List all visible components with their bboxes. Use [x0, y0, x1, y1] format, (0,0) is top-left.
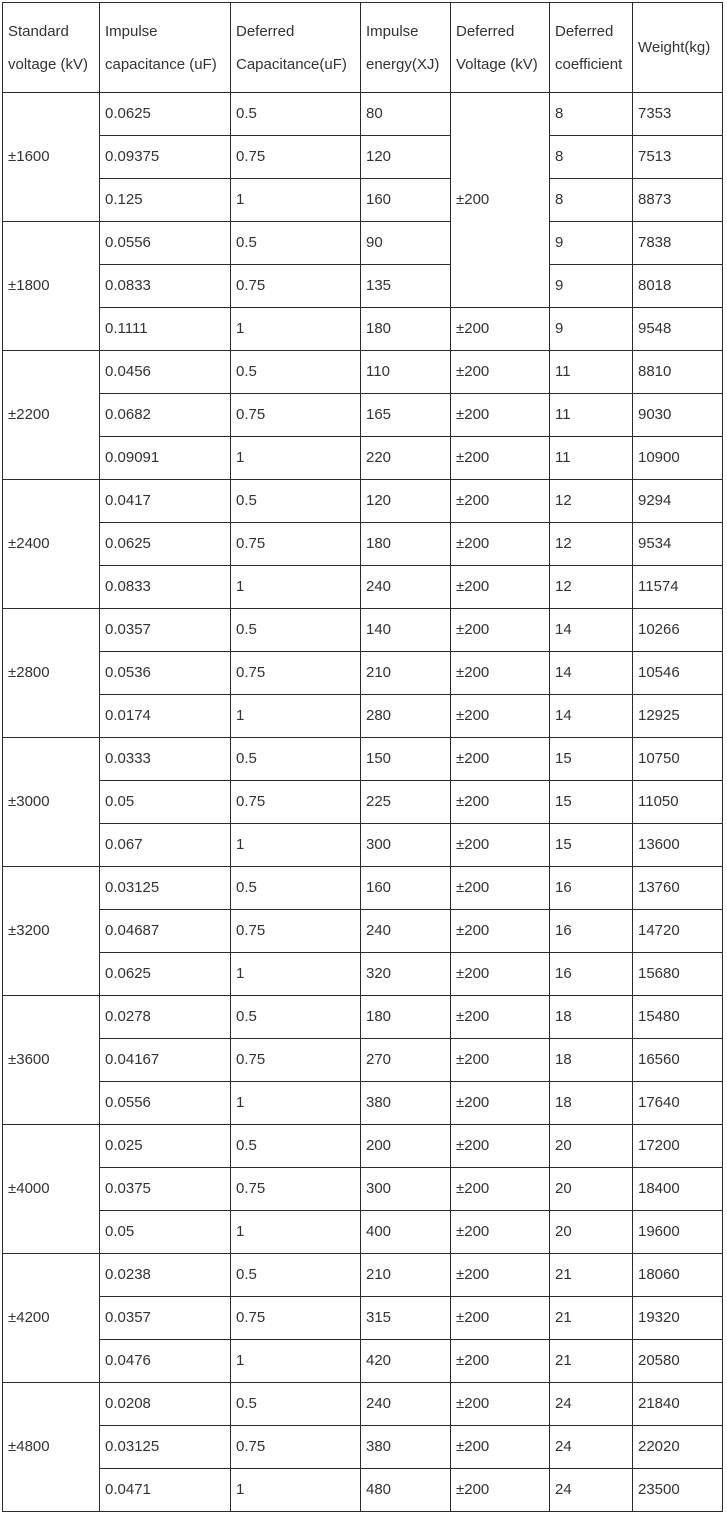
- deferred-capacitance-cell: 1: [231, 1469, 361, 1512]
- impulse-energy-cell: 150: [361, 738, 451, 781]
- deferred-voltage-cell: ±200: [451, 1082, 550, 1125]
- deferred-voltage-cell: ±200: [451, 1469, 550, 1512]
- impulse-capacitance-cell: 0.0476: [100, 1340, 231, 1383]
- table-row: [3, 1168, 723, 1211]
- deferred-capacitance-cell: 0.5: [231, 351, 361, 394]
- deferred-voltage-cell: ±200: [451, 394, 550, 437]
- weight-cell: 11574: [633, 566, 723, 609]
- deferred-coefficient-cell: 8: [550, 136, 633, 179]
- table-row: [3, 480, 723, 523]
- weight-cell: 7513: [633, 136, 723, 179]
- impulse-capacitance-cell: 0.0556: [100, 1082, 231, 1125]
- standard-voltage-cell: ±2400: [3, 480, 100, 609]
- impulse-energy-cell: 135: [361, 265, 451, 308]
- table-row: [3, 609, 723, 652]
- deferred-capacitance-cell: 0.75: [231, 652, 361, 695]
- deferred-coefficient-cell: 11: [550, 394, 633, 437]
- table-row: [3, 308, 723, 351]
- impulse-energy-cell: 300: [361, 1168, 451, 1211]
- weight-cell: 7838: [633, 222, 723, 265]
- deferred-capacitance-cell: 1: [231, 1082, 361, 1125]
- deferred-coefficient-cell: 16: [550, 867, 633, 910]
- deferred-voltage-cell: ±200: [451, 953, 550, 996]
- impulse-energy-cell: 400: [361, 1211, 451, 1254]
- impulse-energy-cell: 140: [361, 609, 451, 652]
- deferred-capacitance-cell: 0.75: [231, 394, 361, 437]
- deferred-voltage-cell: ±200: [451, 566, 550, 609]
- deferred-voltage-cell: ±200: [451, 1211, 550, 1254]
- deferred-coefficient-cell: 20: [550, 1211, 633, 1254]
- impulse-energy-cell: 110: [361, 351, 451, 394]
- weight-cell: 10900: [633, 437, 723, 480]
- deferred-coefficient-cell: 12: [550, 523, 633, 566]
- impulse-energy-cell: 480: [361, 1469, 451, 1512]
- deferred-coefficient-cell: 11: [550, 437, 633, 480]
- deferred-coefficient-cell: 8: [550, 179, 633, 222]
- weight-cell: 16560: [633, 1039, 723, 1082]
- deferred-voltage-cell: ±200: [451, 1426, 550, 1469]
- table-row: [3, 222, 723, 265]
- deferred-capacitance-cell: 0.5: [231, 480, 361, 523]
- deferred-capacitance-cell: 1: [231, 566, 361, 609]
- impulse-capacitance-cell: 0.0625: [100, 523, 231, 566]
- table-row: [3, 1340, 723, 1383]
- deferred-voltage-cell: ±200: [451, 1168, 550, 1211]
- weight-cell: 7353: [633, 93, 723, 136]
- deferred-voltage-cell: ±200: [451, 695, 550, 738]
- impulse-energy-cell: 300: [361, 824, 451, 867]
- weight-cell: 11050: [633, 781, 723, 824]
- impulse-energy-cell: 180: [361, 308, 451, 351]
- table-row: [3, 1211, 723, 1254]
- impulse-capacitance-cell: 0.0357: [100, 1297, 231, 1340]
- deferred-coefficient-cell: 24: [550, 1426, 633, 1469]
- weight-cell: 17640: [633, 1082, 723, 1125]
- deferred-coefficient-cell: 12: [550, 566, 633, 609]
- weight-cell: 19320: [633, 1297, 723, 1340]
- deferred-capacitance-cell: 0.75: [231, 1297, 361, 1340]
- deferred-coefficient-cell: 21: [550, 1254, 633, 1297]
- weight-cell: 18060: [633, 1254, 723, 1297]
- impulse-energy-cell: 220: [361, 437, 451, 480]
- deferred-capacitance-cell: 0.75: [231, 265, 361, 308]
- table-row: [3, 738, 723, 781]
- deferred-coefficient-cell: 9: [550, 222, 633, 265]
- weight-cell: 10546: [633, 652, 723, 695]
- deferred-capacitance-cell: 1: [231, 1340, 361, 1383]
- table-row: [3, 824, 723, 867]
- deferred-capacitance-cell: 0.75: [231, 1168, 361, 1211]
- deferred-voltage-cell: ±200: [451, 996, 550, 1039]
- deferred-capacitance-cell: 1: [231, 824, 361, 867]
- deferred-coefficient-cell: 11: [550, 351, 633, 394]
- deferred-voltage-cell: ±200: [451, 1383, 550, 1426]
- deferred-coefficient-cell: 15: [550, 824, 633, 867]
- deferred-coefficient-cell: 8: [550, 93, 633, 136]
- impulse-capacitance-cell: 0.125: [100, 179, 231, 222]
- deferred-coefficient-cell: 18: [550, 996, 633, 1039]
- deferred-capacitance-cell: 0.5: [231, 867, 361, 910]
- deferred-coefficient-cell: 15: [550, 781, 633, 824]
- weight-cell: 21840: [633, 1383, 723, 1426]
- deferred-voltage-cell: ±200: [451, 1125, 550, 1168]
- deferred-voltage-cell: ±200: [451, 824, 550, 867]
- impulse-energy-cell: 200: [361, 1125, 451, 1168]
- impulse-energy-cell: 80: [361, 93, 451, 136]
- deferred-capacitance-cell: 0.5: [231, 93, 361, 136]
- deferred-coefficient-cell: 20: [550, 1125, 633, 1168]
- impulse-energy-cell: 120: [361, 480, 451, 523]
- deferred-capacitance-cell: 1: [231, 179, 361, 222]
- deferred-voltage-cell: ±200: [451, 1297, 550, 1340]
- impulse-energy-cell: 270: [361, 1039, 451, 1082]
- impulse-energy-cell: 380: [361, 1426, 451, 1469]
- deferred-voltage-cell: ±200: [451, 1039, 550, 1082]
- impulse-capacitance-cell: 0.09091: [100, 437, 231, 480]
- deferred-voltage-cell: ±200: [451, 1254, 550, 1297]
- table-row: [3, 867, 723, 910]
- deferred-voltage-cell: ±200: [451, 910, 550, 953]
- deferred-coefficient-cell: 16: [550, 910, 633, 953]
- impulse-capacitance-cell: 0.04167: [100, 1039, 231, 1082]
- deferred-coefficient-cell: 14: [550, 652, 633, 695]
- deferred-voltage-cell: ±200: [451, 437, 550, 480]
- table-body: [3, 93, 723, 1512]
- table-row: [3, 1125, 723, 1168]
- table-row: [3, 179, 723, 222]
- weight-cell: 8873: [633, 179, 723, 222]
- table-row: [3, 953, 723, 996]
- weight-cell: 12925: [633, 695, 723, 738]
- deferred-capacitance-cell: 1: [231, 953, 361, 996]
- header-impulse-capacitance: Impulse capacitance (uF): [100, 3, 231, 93]
- table-row: [3, 781, 723, 824]
- header-deferred-capacitance: Deferred Capacitance(uF): [231, 3, 361, 93]
- deferred-coefficient-cell: 9: [550, 265, 633, 308]
- table-row: [3, 996, 723, 1039]
- deferred-voltage-cell: ±200: [451, 308, 550, 351]
- table-row: [3, 695, 723, 738]
- impulse-capacitance-cell: 0.0333: [100, 738, 231, 781]
- table-row: [3, 1039, 723, 1082]
- header-impulse-energy: Impulse energy(XJ): [361, 3, 451, 93]
- standard-voltage-cell: ±4800: [3, 1383, 100, 1512]
- deferred-coefficient-cell: 21: [550, 1297, 633, 1340]
- impulse-capacitance-cell: 0.0208: [100, 1383, 231, 1426]
- deferred-voltage-cell: ±200: [451, 781, 550, 824]
- deferred-coefficient-cell: 18: [550, 1039, 633, 1082]
- impulse-energy-cell: 240: [361, 910, 451, 953]
- table-row: [3, 523, 723, 566]
- deferred-coefficient-cell: 16: [550, 953, 633, 996]
- impulse-capacitance-cell: 0.0238: [100, 1254, 231, 1297]
- impulse-capacitance-cell: 0.09375: [100, 136, 231, 179]
- impulse-energy-cell: 165: [361, 394, 451, 437]
- standard-voltage-cell: ±3200: [3, 867, 100, 996]
- impulse-capacitance-cell: 0.0536: [100, 652, 231, 695]
- header-standard-voltage: Standard voltage (kV): [3, 3, 100, 93]
- deferred-voltage-cell: ±200: [451, 652, 550, 695]
- table-row: [3, 1426, 723, 1469]
- deferred-capacitance-cell: 1: [231, 695, 361, 738]
- weight-cell: 23500: [633, 1469, 723, 1512]
- weight-cell: 22020: [633, 1426, 723, 1469]
- deferred-capacitance-cell: 0.75: [231, 910, 361, 953]
- table-row: [3, 566, 723, 609]
- weight-cell: 15480: [633, 996, 723, 1039]
- weight-cell: 8810: [633, 351, 723, 394]
- deferred-capacitance-cell: 1: [231, 437, 361, 480]
- deferred-voltage-cell: ±200: [451, 867, 550, 910]
- weight-cell: 9548: [633, 308, 723, 351]
- impulse-capacitance-cell: 0.04687: [100, 910, 231, 953]
- table-row: [3, 1469, 723, 1512]
- impulse-capacitance-cell: 0.1111: [100, 308, 231, 351]
- impulse-capacitance-cell: 0.0357: [100, 609, 231, 652]
- table-row: [3, 1254, 723, 1297]
- impulse-capacitance-cell: 0.0417: [100, 480, 231, 523]
- impulse-capacitance-cell: 0.0833: [100, 566, 231, 609]
- impulse-energy-cell: 240: [361, 566, 451, 609]
- deferred-voltage-cell: ±200: [451, 1340, 550, 1383]
- standard-voltage-cell: ±3000: [3, 738, 100, 867]
- deferred-voltage-cell: ±200: [451, 523, 550, 566]
- deferred-voltage-cell: ±200: [451, 480, 550, 523]
- table-row: [3, 437, 723, 480]
- impulse-energy-cell: 240: [361, 1383, 451, 1426]
- deferred-coefficient-cell: 20: [550, 1168, 633, 1211]
- deferred-capacitance-cell: 1: [231, 1211, 361, 1254]
- impulse-energy-cell: 210: [361, 652, 451, 695]
- weight-cell: 19600: [633, 1211, 723, 1254]
- weight-cell: 9534: [633, 523, 723, 566]
- header-deferred-coefficient: Deferred coefficient: [550, 3, 633, 93]
- table-row: [3, 1383, 723, 1426]
- deferred-coefficient-cell: 24: [550, 1383, 633, 1426]
- impulse-energy-cell: 380: [361, 1082, 451, 1125]
- header-deferred-voltage: Deferred Voltage (kV): [451, 3, 550, 93]
- deferred-capacitance-cell: 0.5: [231, 609, 361, 652]
- table-row: [3, 910, 723, 953]
- table-row: [3, 351, 723, 394]
- deferred-coefficient-cell: 14: [550, 695, 633, 738]
- standard-voltage-cell: ±3600: [3, 996, 100, 1125]
- deferred-voltage-cell: ±200: [451, 351, 550, 394]
- deferred-coefficient-cell: 9: [550, 308, 633, 351]
- deferred-coefficient-cell: 21: [550, 1340, 633, 1383]
- standard-voltage-cell: ±4200: [3, 1254, 100, 1383]
- impulse-capacitance-cell: 0.0682: [100, 394, 231, 437]
- impulse-capacitance-cell: 0.05: [100, 1211, 231, 1254]
- impulse-capacitance-cell: 0.03125: [100, 867, 231, 910]
- table-row: [3, 265, 723, 308]
- table-row: [3, 394, 723, 437]
- weight-cell: 9294: [633, 480, 723, 523]
- impulse-energy-cell: 420: [361, 1340, 451, 1383]
- weight-cell: 20580: [633, 1340, 723, 1383]
- impulse-energy-cell: 280: [361, 695, 451, 738]
- deferred-capacitance-cell: 0.75: [231, 1039, 361, 1082]
- weight-cell: 13760: [633, 867, 723, 910]
- weight-cell: 13600: [633, 824, 723, 867]
- standard-voltage-cell: ±1600: [3, 93, 100, 222]
- deferred-voltage-cell: ±200: [451, 738, 550, 781]
- standard-voltage-cell: ±2800: [3, 609, 100, 738]
- deferred-capacitance-cell: 0.5: [231, 222, 361, 265]
- weight-cell: 14720: [633, 910, 723, 953]
- impulse-energy-cell: 225: [361, 781, 451, 824]
- impulse-capacitance-cell: 0.0833: [100, 265, 231, 308]
- impulse-capacitance-cell: 0.0278: [100, 996, 231, 1039]
- impulse-energy-cell: 315: [361, 1297, 451, 1340]
- header-weight: Weight(kg): [633, 3, 723, 93]
- table-header: [3, 3, 723, 93]
- weight-cell: 10266: [633, 609, 723, 652]
- impulse-capacitance-cell: 0.025: [100, 1125, 231, 1168]
- deferred-capacitance-cell: 0.5: [231, 1125, 361, 1168]
- impulse-capacitance-cell: 0.0471: [100, 1469, 231, 1512]
- deferred-capacitance-cell: 0.75: [231, 1426, 361, 1469]
- table-row: [3, 93, 723, 136]
- deferred-capacitance-cell: 0.75: [231, 523, 361, 566]
- weight-cell: 10750: [633, 738, 723, 781]
- impulse-capacitance-cell: 0.0456: [100, 351, 231, 394]
- weight-cell: 9030: [633, 394, 723, 437]
- impulse-energy-cell: 120: [361, 136, 451, 179]
- table-row: [3, 1082, 723, 1125]
- impulse-energy-cell: 160: [361, 867, 451, 910]
- impulse-capacitance-cell: 0.05: [100, 781, 231, 824]
- impulse-energy-cell: 320: [361, 953, 451, 996]
- impulse-capacitance-cell: 0.0375: [100, 1168, 231, 1211]
- impulse-capacitance-cell: 0.0556: [100, 222, 231, 265]
- deferred-voltage-merged-cell: ±200: [451, 93, 550, 308]
- deferred-capacitance-cell: 0.5: [231, 1383, 361, 1426]
- deferred-capacitance-cell: 0.5: [231, 996, 361, 1039]
- deferred-coefficient-cell: 15: [550, 738, 633, 781]
- spec-table: [2, 2, 723, 1512]
- impulse-energy-cell: 90: [361, 222, 451, 265]
- impulse-capacitance-cell: 0.03125: [100, 1426, 231, 1469]
- deferred-coefficient-cell: 14: [550, 609, 633, 652]
- standard-voltage-cell: ±4000: [3, 1125, 100, 1254]
- header-row: [3, 3, 723, 93]
- standard-voltage-cell: ±1800: [3, 222, 100, 351]
- weight-cell: 8018: [633, 265, 723, 308]
- deferred-capacitance-cell: 1: [231, 308, 361, 351]
- deferred-coefficient-cell: 24: [550, 1469, 633, 1512]
- standard-voltage-cell: ±2200: [3, 351, 100, 480]
- impulse-energy-cell: 160: [361, 179, 451, 222]
- impulse-energy-cell: 180: [361, 523, 451, 566]
- impulse-energy-cell: 210: [361, 1254, 451, 1297]
- deferred-coefficient-cell: 12: [550, 480, 633, 523]
- impulse-capacitance-cell: 0.067: [100, 824, 231, 867]
- table-row: [3, 136, 723, 179]
- impulse-capacitance-cell: 0.0625: [100, 93, 231, 136]
- table-row: [3, 652, 723, 695]
- deferred-capacitance-cell: 0.75: [231, 136, 361, 179]
- weight-cell: 17200: [633, 1125, 723, 1168]
- deferred-coefficient-cell: 18: [550, 1082, 633, 1125]
- weight-cell: 15680: [633, 953, 723, 996]
- deferred-capacitance-cell: 0.75: [231, 781, 361, 824]
- impulse-capacitance-cell: 0.0625: [100, 953, 231, 996]
- weight-cell: 18400: [633, 1168, 723, 1211]
- deferred-capacitance-cell: 0.5: [231, 1254, 361, 1297]
- table-row: [3, 1297, 723, 1340]
- deferred-capacitance-cell: 0.5: [231, 738, 361, 781]
- impulse-energy-cell: 180: [361, 996, 451, 1039]
- impulse-capacitance-cell: 0.0174: [100, 695, 231, 738]
- deferred-voltage-cell: ±200: [451, 609, 550, 652]
